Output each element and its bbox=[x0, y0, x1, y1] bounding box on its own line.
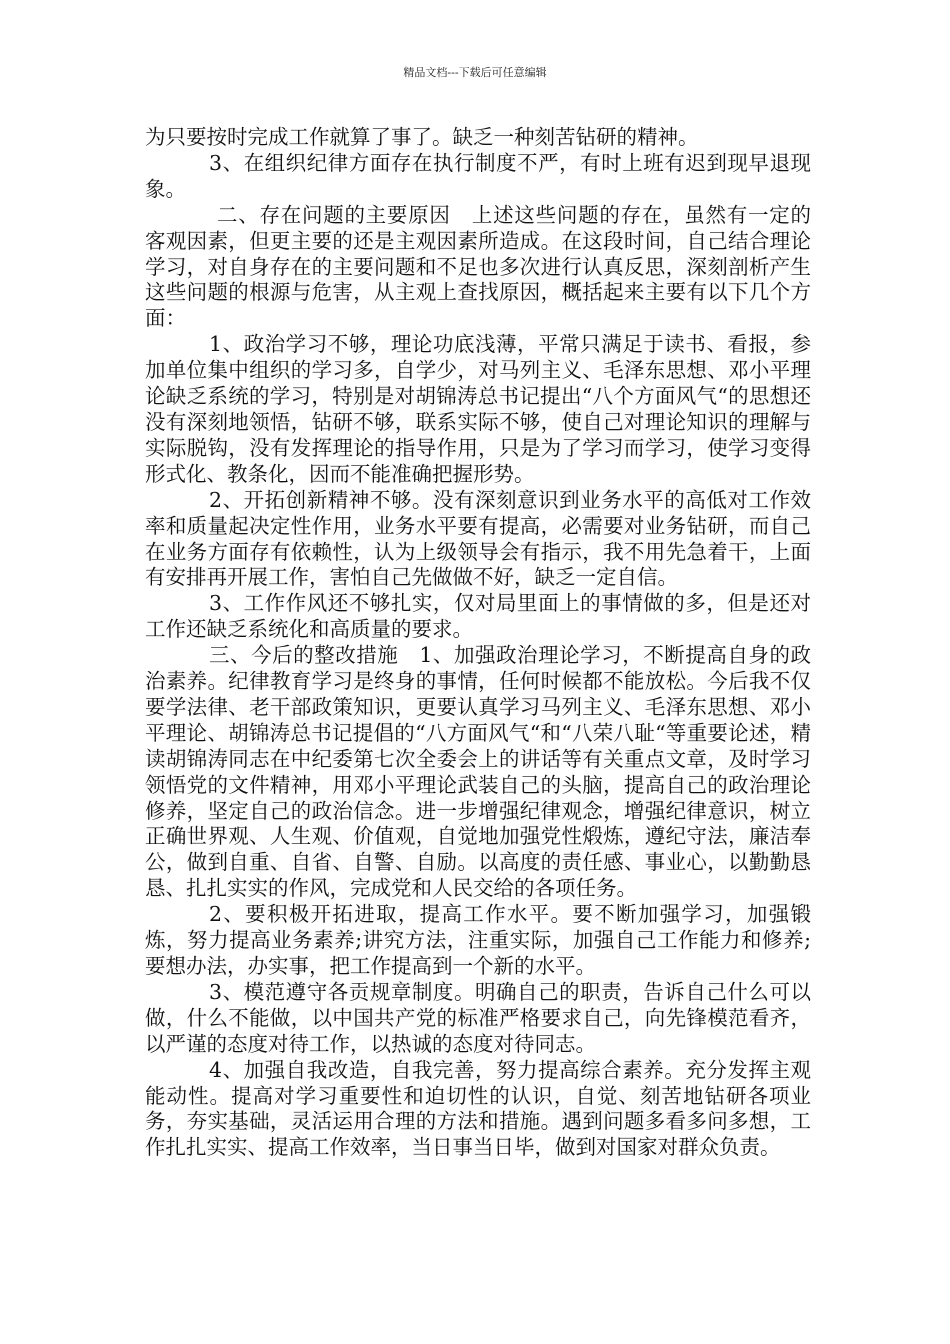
paragraph-measure-4: 4、加强自我改造，自我完善，努力提高综合素养。充分发挥主观能动性。提高对学习重要性和迫切性的认识，自觉、刻苦地钻研各项业务，夯实基础，灵活运用合理的方法和措施。遇到问题多看多问多想，工作扎扎实实、提高工作效率，当日事当日毕，做到对国家对群众负责。 bbox=[145, 1057, 811, 1160]
page-header: 精品文档---下载后可任意编辑 bbox=[403, 66, 547, 79]
paragraph-measure-3: 3、模范遵守各贡规章制度。明确自己的职责，告诉自己什么可以做，什么不能做，以中国共产党的标准严格要求自己，向先锋模范看齐，以严谨的态度对待工作，以热诚的态度对待同志。 bbox=[145, 979, 811, 1056]
paragraph-measures-heading: 三、今后的整改措施 1、加强政治理论学习，不断提高自身的政治素养。纪律教育学习是终身的事情，任何时候都不能放松。今后我不仅要学法律、老干部政策知识，更要认真学习马列主义、毛泽东思想、邓小平理论、胡锦涛总书记提倡的“八方面风气“和“八荣八耻“等重要论述，精读胡锦涛同志在中纪委第七次全委会上的讲话等有关重点文章，及时学习领悟党的文件精神，用邓小平理论武装自己的头脑，提高自己的政治理论修养，坚定自己的政治信念。进一步增强纪律观念，增强纪律意识，树立正确世界观、人生观、价值观，自觉地加强党性煅炼，遵纪守法，廉洁奉公，做到自重、自省、自警、自励。以高度的责任感、事业心，以勤勤恳恳、扎扎实实的作风，完成党和人民交给的各项任务。 bbox=[145, 643, 811, 901]
paragraph-discipline-issue: 3、在组织纪律方面存在执行制度不严，有时上班有迟到现早退现象。 bbox=[145, 150, 811, 201]
paragraph-cause-1: 1、政治学习不够，理论功底浅薄，平常只满足于读书、看报，参加单位集中组织的学习多，自学少，对马列主义、毛泽东思想、邓小平理论缺乏系统的学习，特别是对胡锦涛总书记提出“八个方面风气“的思想还没有深刻地领悟，钻研不够，联系实际不够，使自己对理论知识的理解与实际脱钩，没有发挥理论的指导作用，只是为了学习而学习，使学习变得形式化、教条化，因而不能准确把握形势。 bbox=[145, 332, 811, 486]
paragraph-continuation: 为只要按时完成工作就算了事了。缺乏一种刻苦钻研的精神。 bbox=[145, 125, 699, 149]
paragraph-cause-3: 3、工作作风还不够扎实，仅对局里面上的事情做的多，但是还对工作还缺乏系统化和高质量的要求。 bbox=[145, 591, 811, 642]
paragraph-cause-2: 2、开拓创新精神不够。没有深刻意识到业务水平的高低对工作效率和质量起决定性作用，业务水平要有提高，必需要对业务钻研，而自己在业务方面存有依赖性，认为上级领导会有指示，我不用先急着干，上面有安排再开展工作，害怕自己先做做不好，缺乏一定自信。 bbox=[145, 487, 811, 590]
paragraph-measure-2: 2、要积极开拓进取，提高工作水平。要不断加强学习，加强锻炼，努力提高业务素养;讲究方法，注重实际，加强自己工作能力和修养;要想办法，办实事，把工作提高到一个新的水平。 bbox=[145, 902, 811, 978]
document-body bbox=[145, 125, 811, 1161]
paragraph-causes-heading: 二、存在问题的主要原因 上述这些问题的存在，虽然有一定的客观因素，但更主要的还是主观因素所造成。在这段时间，自己结合理论学习，对自身存在的主要问题和不足也多次进行认真反思，深刻剖析产生这些问题的根源与危害，从主观上查找原因，概括起来主要有以下几个方面： bbox=[145, 202, 811, 331]
